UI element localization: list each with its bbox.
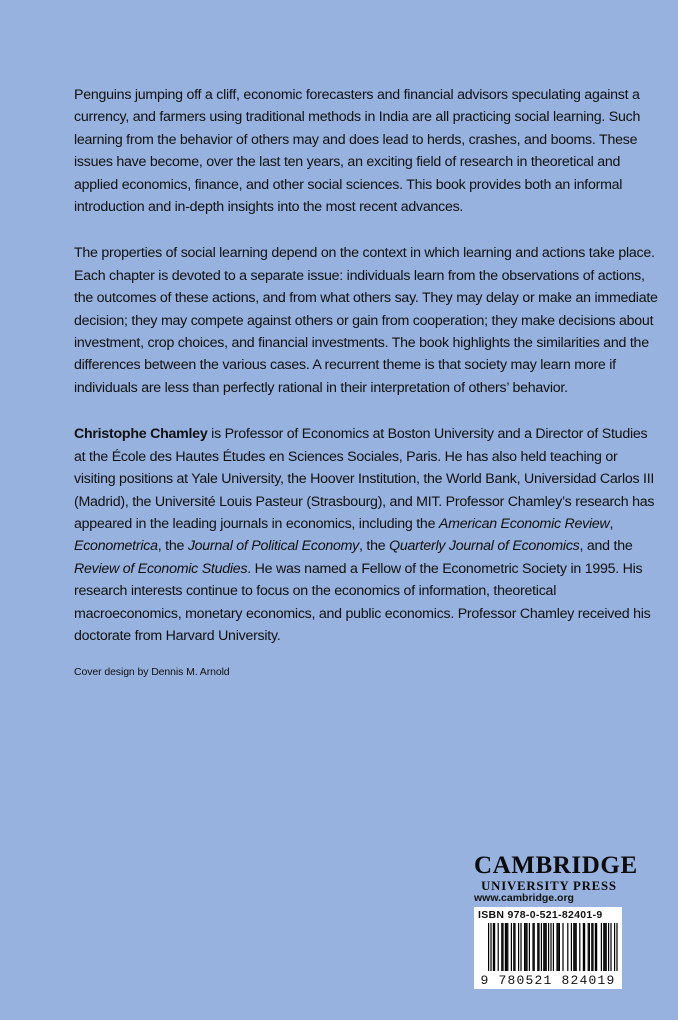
barcode-bar bbox=[546, 923, 547, 971]
barcode-bar bbox=[524, 923, 525, 971]
barcode-bar bbox=[502, 923, 503, 971]
barcode-bar bbox=[538, 923, 539, 971]
barcode-bar bbox=[606, 923, 607, 971]
barcode-bar bbox=[525, 923, 526, 971]
barcode-bar bbox=[548, 923, 549, 971]
cover-design-credit: Cover design by Dennis M. Arnold bbox=[74, 666, 230, 678]
isbn-label: ISBN 978-0-521-82401-9 bbox=[478, 909, 603, 921]
barcode-bar bbox=[513, 923, 514, 971]
journal-title: Econometrica bbox=[74, 538, 158, 555]
barcode-bar bbox=[567, 923, 568, 971]
barcode-bar bbox=[614, 923, 615, 971]
barcode-bar bbox=[595, 923, 596, 971]
barcode-bar bbox=[550, 923, 551, 971]
barcode-bar bbox=[589, 923, 590, 971]
barcode-bar bbox=[490, 923, 491, 971]
barcode-bar bbox=[544, 923, 545, 971]
publisher-url: www.cambridge.org bbox=[474, 892, 574, 904]
barcode-bar bbox=[588, 923, 589, 971]
barcode-bar bbox=[534, 923, 535, 971]
journal-title: American Economic Review bbox=[438, 515, 610, 532]
journal-title: Journal of Political Economy bbox=[187, 538, 360, 555]
barcode-bar bbox=[532, 923, 533, 971]
barcode-bar bbox=[574, 923, 575, 971]
barcode-bar bbox=[601, 923, 602, 971]
barcode-bars bbox=[474, 907, 622, 973]
barcode-bar bbox=[501, 923, 502, 971]
barcode-bar bbox=[488, 923, 489, 971]
barcode-bar bbox=[616, 923, 617, 971]
barcode-bar bbox=[514, 923, 515, 971]
barcode-bar bbox=[505, 923, 506, 971]
barcode-bar bbox=[559, 923, 560, 971]
barcode-bar bbox=[541, 923, 542, 971]
barcode-digits: 9 780521 824019 bbox=[480, 973, 616, 988]
publisher-logo bbox=[474, 852, 638, 893]
barcode-bar bbox=[576, 923, 577, 971]
barcode-bar bbox=[518, 923, 519, 971]
barcode-bar bbox=[506, 923, 507, 971]
barcode-bar bbox=[529, 923, 530, 971]
publisher-name: CAMBRIDGE bbox=[474, 852, 638, 879]
author-bio: Christophe Chamley is Professor of Economics at Boston University and a Director of Studies at the École des Hautes Études en Sciences Sociales, Paris. He has also held teaching or visiting positions at Yale University, the Hoover Institution, the World Bank, Universidad Carlos III (Madrid), the Université Louis Pasteur (Strasbourg), and MIT. Professor Chamley’s research has appeared in the leading journals in economics, including the American Economic Review, Econometrica, the Journal of Political Economy, the Quarterly Journal of Economics, and the Review of Economic Studies. He was named a Fellow of the Econometric Society in 1995. His research interests continue to focus on the economics of information, theoretical macroeconomics, monetary economics, and public economics. Professor Chamley received his doctorate from Harvard University. bbox=[74, 426, 655, 644]
barcode-bar bbox=[583, 923, 584, 971]
barcode-bar bbox=[592, 923, 593, 971]
barcode-bar bbox=[584, 923, 585, 971]
journal-title: Quarterly Journal of Economics bbox=[389, 538, 580, 555]
barcode-bar bbox=[537, 923, 538, 971]
publisher-subname: UNIVERSITY PRESS bbox=[481, 879, 617, 893]
barcode-bar bbox=[558, 923, 559, 971]
barcode-bar bbox=[494, 923, 495, 971]
barcode-bar bbox=[603, 923, 604, 971]
barcode-bar bbox=[579, 923, 580, 971]
barcode-bar bbox=[596, 923, 597, 971]
author-name: Christophe Chamley bbox=[74, 426, 208, 443]
barcode-bar bbox=[610, 923, 611, 971]
barcode-bar bbox=[604, 923, 605, 971]
barcode-bar bbox=[556, 923, 557, 971]
barcode-bar bbox=[562, 923, 563, 971]
barcode-bar bbox=[591, 923, 592, 971]
barcode-bar bbox=[520, 923, 521, 971]
barcode-bar bbox=[608, 923, 609, 971]
barcode-bar bbox=[526, 923, 527, 971]
barcode-bar bbox=[511, 923, 512, 971]
blurb-paragraph-2: The properties of social learning depend on the context in which learning and actions take place. Each chapter is devoted to a separate issue: individuals learn from the observations of actions, the outcomes of these actions, and from what others say. They may delay or make an immediate decision; they may compete against others or gain from cooperation; they make decisions about investment, crop choices, and financial investments. The book highlights the similarities and the differences between the various cases. A recurrent theme is that society may learn more if individuals are less than perfectly rational in their interpretation of others’ behavior. bbox=[74, 245, 658, 396]
journal-title: Review of Economic Studies bbox=[74, 560, 248, 577]
barcode-bar bbox=[543, 923, 544, 971]
barcode-bar bbox=[507, 923, 508, 971]
barcode-bar bbox=[553, 923, 554, 971]
back-cover-blurb bbox=[74, 84, 658, 671]
barcode-bar bbox=[498, 923, 499, 971]
isbn-barcode bbox=[474, 907, 622, 989]
barcode-bar bbox=[573, 923, 574, 971]
blurb-paragraph-1: Penguins jumping off a cliff, economic forecasters and financial advisors speculating against a currency, and farmers using traditional methods in India are all practicing social learning. Such learning from the behavior of others may and does lead to herds, crashes, and booms. These issues have become, over the last ten years, an exciting field of research in theoretical and applied economics, finance, and other social sciences. This book provides both an informal introduction and in-depth insights into the most recent advances. bbox=[74, 87, 641, 216]
barcode-bar bbox=[571, 923, 572, 971]
barcode-bar bbox=[493, 923, 494, 971]
